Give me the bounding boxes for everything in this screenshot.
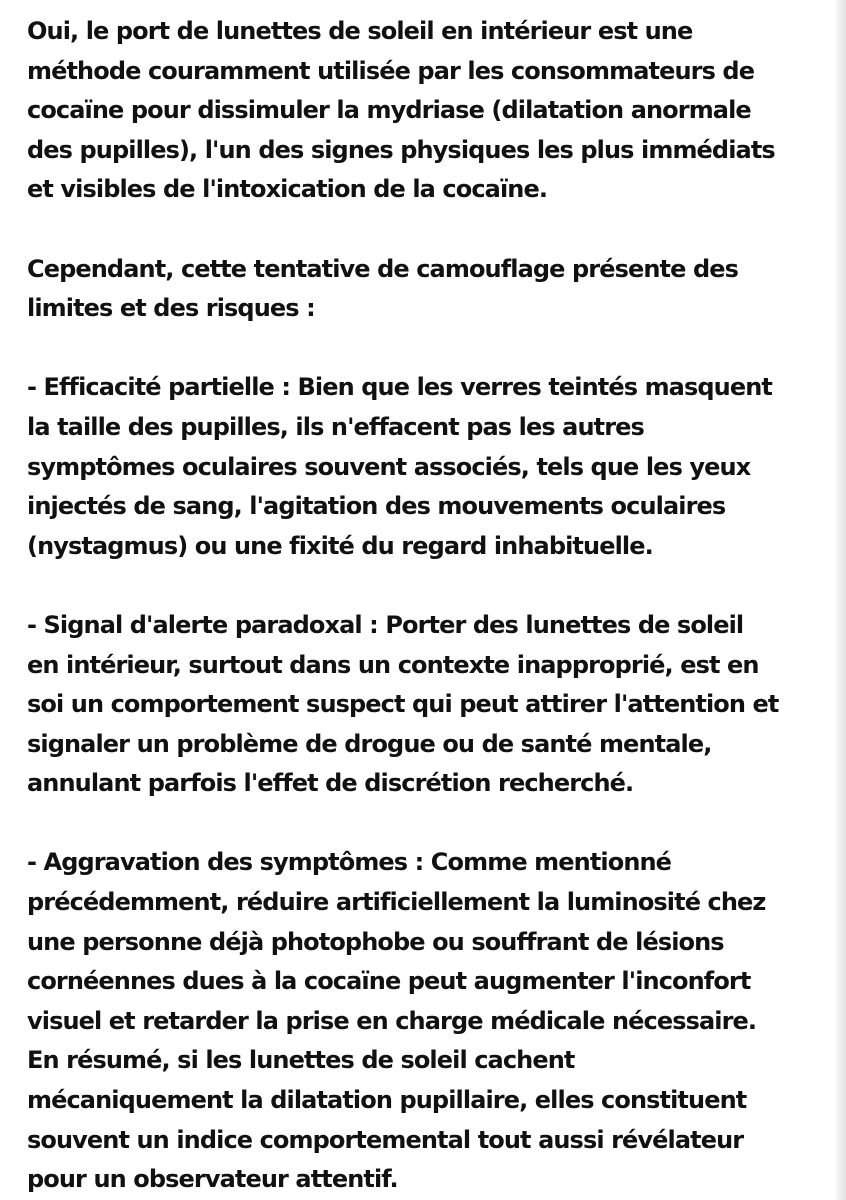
text-line: soi un comportement suspect qui peut attirer l'attention et	[27, 690, 779, 719]
text-line: visuel et retarder la prise en charge médicale nécessaire.	[27, 1006, 757, 1035]
text-line: symptômes oculaires souvent associés, tels que les yeux	[27, 452, 751, 481]
text-line: cocaïne pour dissimuler la mydriase (dilatation anormale	[27, 96, 751, 125]
text-line: précédemment, réduire artificiellement la luminosité chez	[27, 888, 766, 917]
text-line: Cependant, cette tentative de camouflage présente des	[27, 254, 738, 283]
text-line: souvent un indice comportemental tout aussi révélateur	[27, 1125, 744, 1154]
paragraph-intro	[27, 12, 827, 210]
paragraph-spacer	[27, 804, 827, 844]
text-line: injectés de sang, l'agitation des mouvements oculaires	[27, 492, 726, 521]
paragraph-aggravation-summary	[27, 843, 827, 1199]
text-line: - Signal d'alerte paradoxal : Porter des lunettes de soleil	[27, 610, 744, 639]
text-line: En résumé, si les lunettes de soleil cachent	[27, 1046, 575, 1075]
text-line: (nystagmus) ou une fixité du regard inhabituelle.	[27, 531, 653, 560]
text-line: une personne déjà photophobe ou souffrant de lésions	[27, 927, 724, 956]
text-line: en intérieur, surtout dans un contexte inapproprié, est en	[27, 650, 759, 679]
text-line: - Aggravation des symptômes : Comme mentionné	[27, 848, 672, 877]
paragraph-limits	[27, 250, 827, 329]
paragraph-partial-efficacy	[27, 368, 827, 566]
text-line: pour un observateur attentif.	[27, 1165, 398, 1194]
text-line: mécaniquement la dilatation pupillaire, elles constituent	[27, 1086, 747, 1115]
paragraph-alert-signal	[27, 606, 827, 804]
text-line: limites et des risques :	[27, 294, 315, 323]
text-line: et visibles de l'intoxication de la cocaïne.	[27, 175, 548, 204]
text-line: cornéennes dues à la cocaïne peut augmenter l'inconfort	[27, 967, 751, 996]
text-line: la taille des pupilles, ils n'effacent pas les autres	[27, 412, 644, 441]
paragraph-spacer	[27, 210, 827, 250]
text-line: méthode couramment utilisée par les consommateurs de	[27, 56, 755, 85]
text-line: - Efficacité partielle : Bien que les verres teintés masquent	[27, 373, 772, 402]
paragraph-spacer	[27, 566, 827, 606]
paragraph-spacer	[27, 329, 827, 369]
message-text	[27, 12, 827, 1200]
text-line: signaler un problème de drogue ou de santé mentale,	[27, 729, 712, 758]
text-line: Oui, le port de lunettes de soleil en intérieur est une	[27, 17, 693, 45]
text-line: annulant parfois l'effet de discrétion recherché.	[27, 769, 634, 798]
text-line: des pupilles), l'un des signes physiques les plus immédiats	[27, 135, 775, 164]
scroll-edge	[834, 0, 846, 1200]
